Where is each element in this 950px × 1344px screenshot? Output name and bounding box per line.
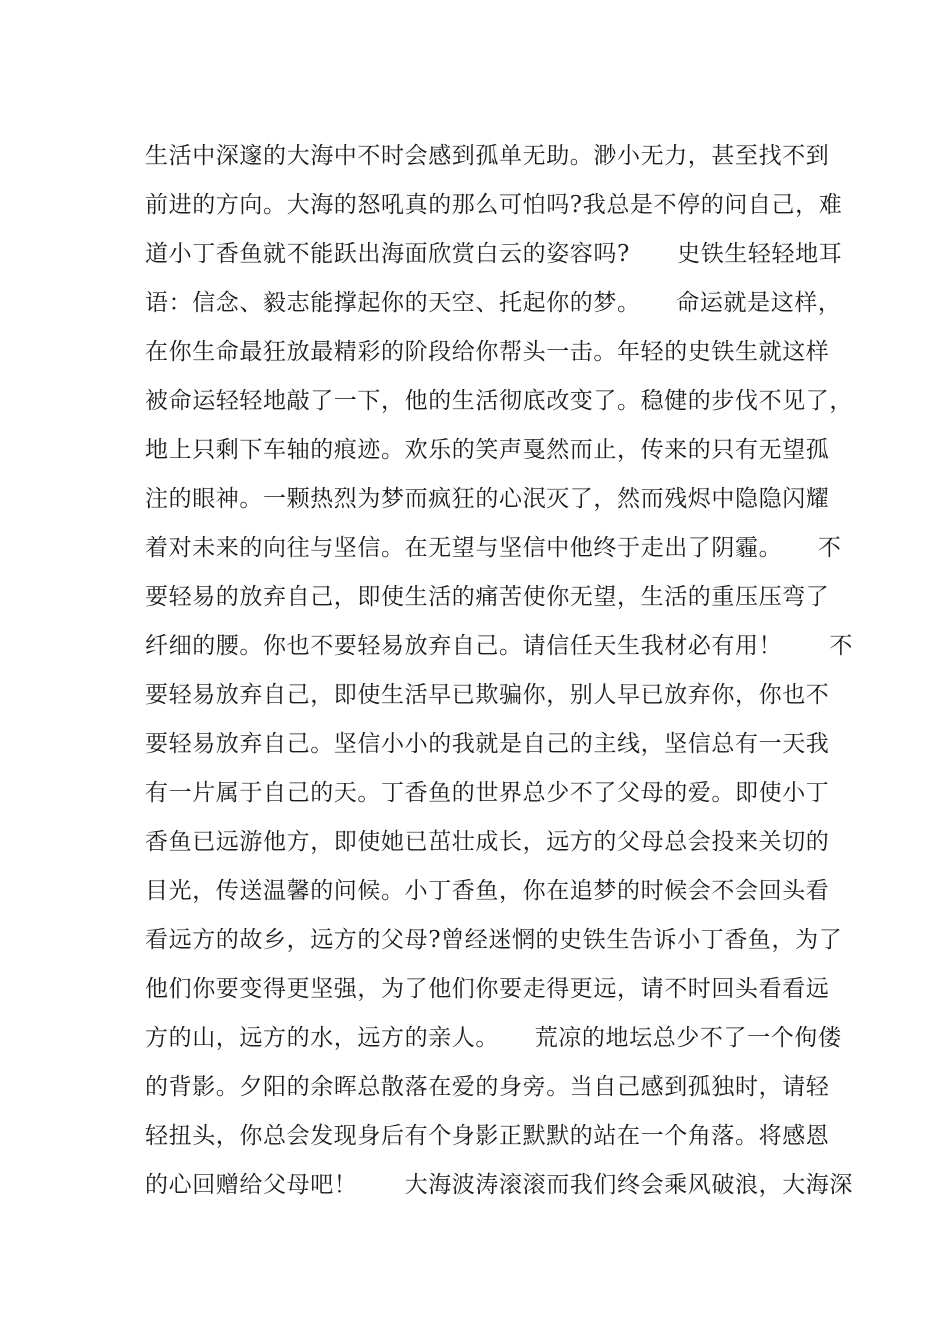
text-line: 被命运轻轻地敲了一下，他的生活彻底改变了。稳健的步伐不见了， [145, 388, 853, 414]
text-line: 目光，传送温馨的问候。小丁香鱼，你在追梦的时候会不会回头看 [145, 878, 830, 904]
text-line: 方的山，远方的水，远方的亲人。 荒凉的地坛总少不了一个佝偻 [145, 1025, 842, 1051]
text-line: 在你生命最狂放最精彩的阶段给你帮头一击。年轻的史铁生就这样 [145, 339, 830, 365]
text-line: 生活中深邃的大海中不时会感到孤单无助。渺小无力，甚至找不到 [145, 143, 830, 169]
text-line: 的背影。夕阳的余晖总散落在爱的身旁。当自己感到孤独时，请轻 [145, 1074, 830, 1100]
text-line: 有一片属于自己的天。丁香鱼的世界总少不了父母的爱。即使小丁 [145, 780, 830, 806]
text-line: 的心回赠给父母吧！ 大海波涛滚滚而我们终会乘风破浪，大海深 [145, 1172, 853, 1198]
text-line: 要轻易放弃自己。坚信小小的我就是自己的主线，坚信总有一天我 [145, 731, 830, 757]
text-line: 纤细的腰。你也不要轻易放弃自己。请信任天生我材必有用！ 不 [145, 633, 853, 659]
text-line: 语：信念、毅志能撑起你的天空、托起你的梦。 命运就是这样， [145, 290, 842, 316]
text-line: 地上只剩下车轴的痕迹。欢乐的笑声戛然而止，传来的只有无望孤 [145, 437, 830, 463]
text-line: 注的眼神。一颗热烈为梦而疯狂的心泯灭了，然而残烬中隐隐闪耀 [145, 486, 830, 512]
text-line: 香鱼已远游他方，即使她已茁壮成长，远方的父母总会投来关切的 [145, 829, 830, 855]
text-line: 他们你要变得更坚强，为了他们你要走得更远，请不时回头看看远 [145, 976, 830, 1002]
text-line: 要轻易放弃自己，即使生活早已欺骗你，别人早已放弃你，你也不 [145, 682, 830, 708]
text-line: 道小丁香鱼就不能跃出海面欣赏白云的姿容吗? 史铁生轻轻地耳 [145, 241, 843, 267]
text-line: 前进的方向。大海的怒吼真的那么可怕吗?我总是不停的问自己，难 [145, 192, 843, 218]
text-line: 看远方的故乡，远方的父母?曾经迷惘的史铁生告诉小丁香鱼，为了 [145, 927, 843, 953]
text-line: 要轻易的放弃自己，即使生活的痛苦使你无望，生活的重压压弯了 [145, 584, 830, 610]
text-line: 轻扭头，你总会发现身后有个身影正默默的站在一个角落。将感恩 [145, 1123, 830, 1149]
body-text [145, 132, 853, 1210]
text-line: 着对未来的向往与坚信。在无望与坚信中他终于走出了阴霾。 不 [145, 535, 842, 561]
